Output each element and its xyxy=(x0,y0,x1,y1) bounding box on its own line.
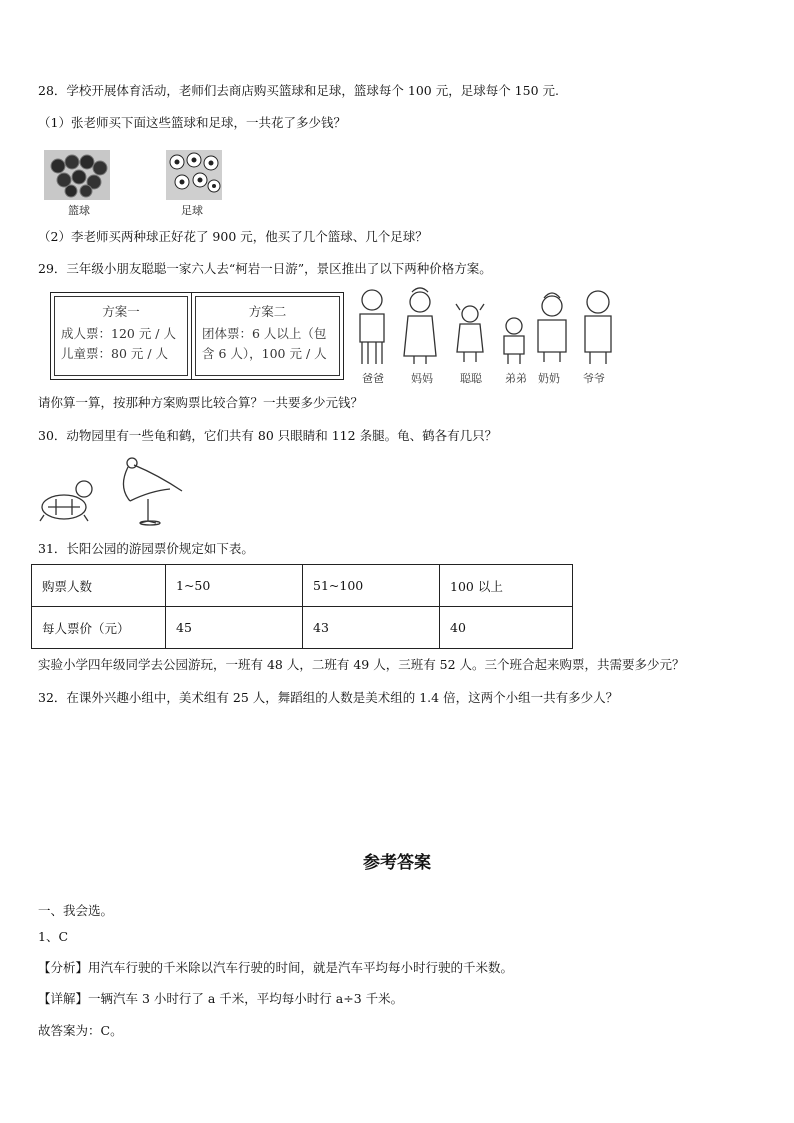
congcong-figure-icon xyxy=(456,304,484,362)
family-label-grandma: 奶奶 xyxy=(538,372,560,385)
table-cell: 100 以上 xyxy=(440,565,573,607)
turtle-icon xyxy=(40,481,92,521)
plan2-box xyxy=(191,292,344,380)
dad-figure-icon xyxy=(360,290,384,364)
plan1-title: 方案一 xyxy=(102,304,140,319)
grandpa-figure-icon xyxy=(585,291,611,364)
footballs-icon xyxy=(166,150,222,200)
crane-icon xyxy=(123,458,182,525)
family-illustration xyxy=(352,286,622,368)
q30-stem: 30．动物园里有一些龟和鹤，它们共有 80 只眼睛和 112 条腿。龟、鹤各有几只？ xyxy=(38,428,498,443)
answers-section: 一、我会选。 xyxy=(38,903,114,918)
q29-stem: 29．三年级小朋友聪聪一家六人去“柯岩一日游”，景区推出了以下两种价格方案。 xyxy=(38,261,492,276)
q31-question: 实验小学四年级同学去公园游玩，一班有 48 人，二班有 49 人，三班有 52 人。三个班合起来购票，共需要多少元？ xyxy=(38,657,685,672)
plan2-line2: 含 6 人），100 元 / 人 xyxy=(202,346,327,361)
plan1-line2: 儿童票：80 元 / 人 xyxy=(61,346,169,361)
q28-part2: （2）李老师买两种球正好花了 900 元，他买了几个篮球、几个足球？ xyxy=(38,229,428,244)
basketball-image xyxy=(44,150,110,200)
family-label-grandpa: 爷爷 xyxy=(583,372,605,385)
answers-title: 参考答案 xyxy=(363,853,431,873)
ticket-price-table xyxy=(31,564,573,649)
turtle-crane-illustration xyxy=(38,455,188,527)
grandma-figure-icon xyxy=(538,293,566,362)
table-cell: 1~50 xyxy=(166,565,303,607)
caption-football: 足球 xyxy=(181,204,203,217)
table-cell: 43 xyxy=(303,607,440,649)
caption-basketball: 篮球 xyxy=(68,204,90,217)
answer-analysis: 【分析】用汽车行驶的千米除以汽车行驶的时间，就是汽车平均每小时行驶的千米数。 xyxy=(38,960,514,975)
answer-item-1: 1、C xyxy=(38,929,69,944)
plan2-title: 方案二 xyxy=(248,304,287,319)
football-image xyxy=(166,150,222,200)
answer-detail: 【详解】一辆汽车 3 小时行了 a 千米，平均每小时行 a÷3 千米。 xyxy=(38,991,404,1006)
table-cell: 每人票价（元） xyxy=(32,607,166,649)
table-cell: 购票人数 xyxy=(32,565,166,607)
plan1-box xyxy=(50,292,192,380)
answer-conclusion: 故答案为：C。 xyxy=(38,1023,123,1038)
family-label-brother: 弟弟 xyxy=(505,372,527,385)
mom-figure-icon xyxy=(404,288,436,364)
family-label-congcong: 聪聪 xyxy=(460,372,482,385)
family-label-dad: 爸爸 xyxy=(362,372,384,385)
table-cell: 51~100 xyxy=(303,565,440,607)
basketballs-icon xyxy=(44,150,110,200)
q28-stem: 28．学校开展体育活动，老师们去商店购买篮球和足球，篮球每个 100 元，足球每个 150 元. xyxy=(38,83,559,98)
table-row xyxy=(32,565,573,607)
plan1-line1: 成人票：120 元 / 人 xyxy=(61,326,176,341)
q32-stem: 32．在课外兴趣小组中，美术组有 25 人，舞蹈组的人数是美术组的 1.4 倍，这两个小组一共有多少人？ xyxy=(38,690,619,705)
q31-stem: 31．长阳公园的游园票价规定如下表。 xyxy=(38,541,254,556)
plan2-line1: 团体票：6 人以上（包 xyxy=(202,326,327,341)
q28-part1: （1）张老师买下面这些篮球和足球，一共花了多少钱？ xyxy=(38,115,346,130)
brother-figure-icon xyxy=(504,318,524,364)
family-label-mom: 妈妈 xyxy=(411,372,433,385)
table-cell: 45 xyxy=(166,607,303,649)
table-row xyxy=(32,607,573,649)
table-cell: 40 xyxy=(440,607,573,649)
q29-question: 请你算一算，按那种方案购票比较合算？一共要多少元钱？ xyxy=(38,395,364,410)
